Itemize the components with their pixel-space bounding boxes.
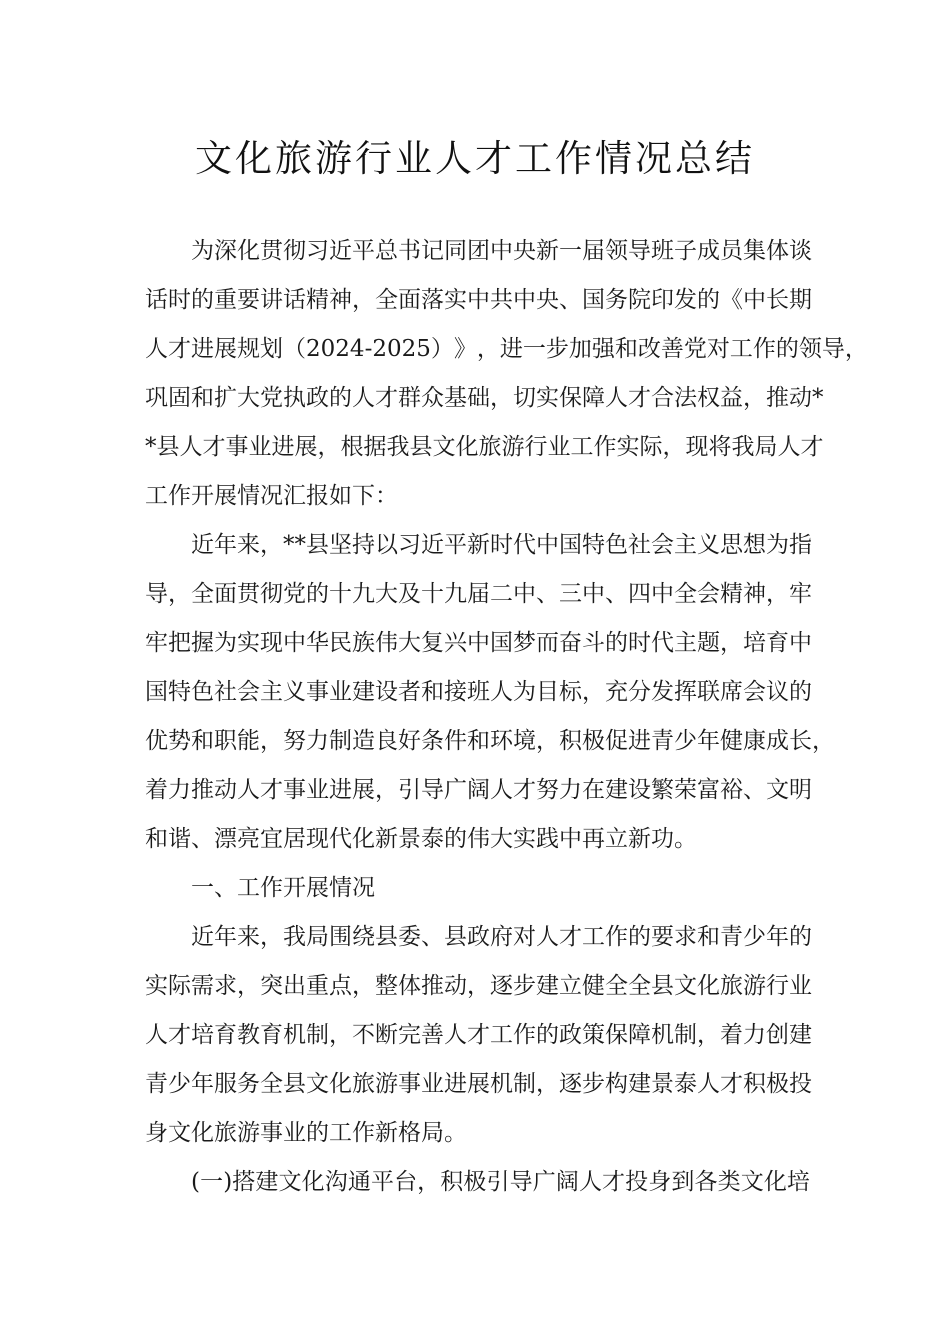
paragraph-line: 人 才 培 育 教 育 机 制 ， 不 断 完 善 人 才 工 作 的 政 策 保 障 机 制 ， 着 力 创 建 bbox=[145, 1022, 812, 1048]
document-body bbox=[145, 231, 868, 1211]
paragraph-line: 话 时 的 重 要 讲 话 精 神 ， 全 面 落 实 中 共 中 央 、 国 务 院 印 发 的 《 中 长 期 bbox=[145, 287, 812, 313]
paragraph bbox=[145, 231, 868, 525]
paragraph-line: 巩 固 和 扩 大 党 执 政 的 人 才 群 众 基 础 ， 切 实 保 障 人 才 合 法 权 益 ， 推 动 * bbox=[145, 385, 824, 411]
paragraph-line: 工作开展情况汇报如下： bbox=[145, 483, 398, 509]
paragraph-line: 优 势 和 职 能 ， 努 力 制 造 良 好 条 件 和 环 境 ， 积 极 促 进 青 少 年 健 康 成 长 ， bbox=[145, 728, 835, 754]
paragraph-line: 牢 把 握 为 实 现 中 华 民 族 伟 大 复 兴 中 国 梦 而 奋 斗 的 时 代 主 题 ， 培 育 中 bbox=[145, 630, 812, 656]
paragraph-line: 为 深 化 贯 彻 习 近 平 总 书 记 同 团 中 央 新 一 届 领 导 班 子 成 员 集 体 谈 bbox=[191, 238, 812, 264]
paragraph-line: * 县 人 才 事 业 进 展 ， 根 据 我 县 文 化 旅 游 行 业 工 作 实 际 ， 现 将 我 局 人 才 bbox=[145, 434, 824, 460]
paragraph-line: 近 年 来 ， * * 县 坚 持 以 习 近 平 新 时 代 中 国 特 色 社 会 主 义 思 想 为 指 bbox=[191, 532, 812, 558]
paragraph-line: 身文化旅游事业的工作新格局。 bbox=[145, 1120, 467, 1146]
document-title: 文化旅游行业人才工作情况总结 bbox=[195, 137, 755, 180]
paragraph-line: 国 特 色 社 会 主 义 事 业 建 设 者 和 接 班 人 为 目 标 ， 充 分 发 挥 联 席 会 议 的 bbox=[145, 679, 812, 705]
paragraph bbox=[145, 1162, 810, 1211]
paragraph-line: 和谐、漂亮宜居现代化新景泰的伟大实践中再立新功。 bbox=[145, 826, 697, 852]
paragraph-line: 实 际 需 求 ， 突 出 重 点 ， 整 体 推 动 ， 逐 步 建 立 健 全 全 县 文 化 旅 游 行 业 bbox=[145, 973, 812, 999]
paragraph-line: 一、工作开展情况 bbox=[191, 875, 375, 901]
paragraph-line: ( 一 ) 搭 建 文 化 沟 通 平 台 ， 积 极 引 导 广 阔 人 才 投 身 到 各 类 文 化 培 bbox=[191, 1169, 810, 1195]
paragraph bbox=[145, 917, 810, 1162]
paragraph-line: 近 年 来 ， 我 局 围 绕 县 委 、 县 政 府 对 人 才 工 作 的 要 求 和 青 少 年 的 bbox=[191, 924, 812, 950]
paragraph-line: 青 少 年 服 务 全 县 文 化 旅 游 事 业 进 展 机 制 ， 逐 步 构 建 景 泰 人 才 积 极 投 bbox=[145, 1071, 812, 1097]
paragraph-line: 着 力 推 动 人 才 事 业 进 展 ， 引 导 广 阔 人 才 努 力 在 建 设 繁 荣 富 裕 、 文 明 bbox=[145, 777, 812, 803]
paragraph-line: 导 ， 全 面 贯 彻 党 的 十 九 大 及 十 九 届 二 中 、 三 中 、 四 中 全 会 精 神 ， 牢 bbox=[145, 581, 812, 607]
paragraph bbox=[145, 525, 835, 868]
paragraph bbox=[145, 868, 810, 917]
paragraph-line: 人 才 进 展 规 划 （ 2 0 2 4 - 2 0 2 5 ） 》 ， 进 一 步 加 强 和 改 善 党 对 工 作 的 领 导 ， bbox=[145, 336, 868, 362]
